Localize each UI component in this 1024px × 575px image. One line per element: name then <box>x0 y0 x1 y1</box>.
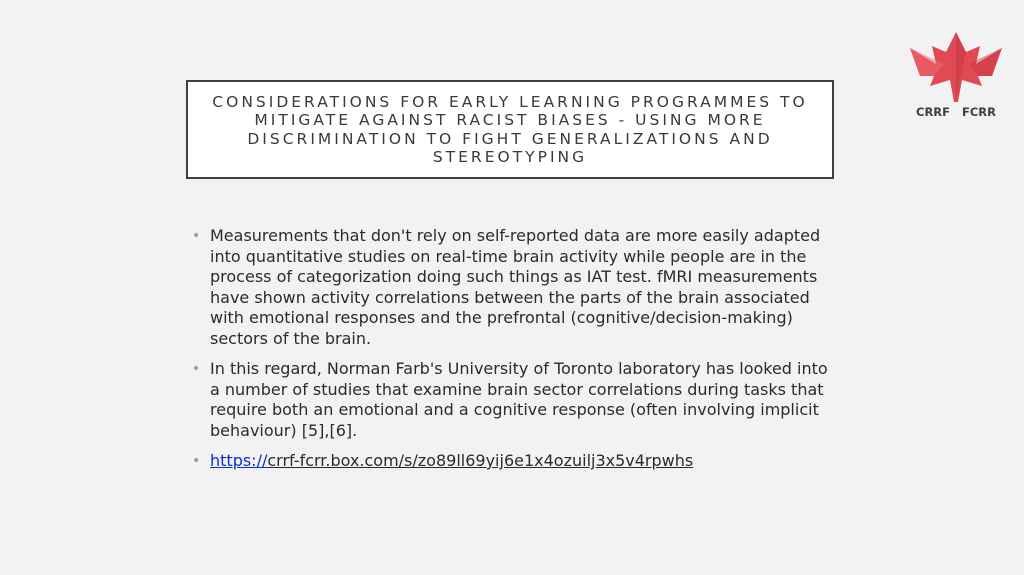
bullet-item <box>192 359 842 441</box>
crrf-fcrr-logo <box>906 30 1006 122</box>
bullet-text: In this regard, Norman Farb's University of Toronto laboratory has looked into a number of studies that examine brain sector correlations during tasks that require both an emotional and a cognitive response (often involving implicit behaviour) [5],[6]. <box>210 359 828 440</box>
link-path[interactable]: crrf-fcrr.box.com/s/zo89ll69yij6e1x4ozuilj3x5v4rpwhs <box>267 451 694 470</box>
link-scheme[interactable]: https:// <box>210 451 268 470</box>
logo-text-crrf: CRRF <box>916 105 951 119</box>
slide-title: CONSIDERATIONS FOR EARLY LEARNING PROGRAMMES TO MITIGATE AGAINST RACIST BIASES - USING MORE DISCRIMINATION TO FIGHT GENERALIZATIONS AND STEREOTYPING <box>212 92 808 166</box>
bullet-item <box>192 226 842 349</box>
bullet-item-link <box>192 451 842 472</box>
bullet-dot-icon: • <box>192 361 201 377</box>
bullet-dot-icon: • <box>192 453 201 469</box>
title-box <box>186 80 834 179</box>
bullet-list <box>192 226 842 482</box>
bullet-text: Measurements that don't rely on self-reported data are more easily adapted into quantitative studies on real-time brain activity while people are in the process of categorization doing such things as IAT test. fMRI measurements have shown activity correlations between the parts of the brain associated with emotional responses and the prefrontal (cognitive/decision-making) sectors of the brain. <box>210 226 821 348</box>
bullet-dot-icon: • <box>192 228 201 244</box>
maple-leaf-icon <box>906 30 1006 110</box>
logo-text-fcrr: FCRR <box>961 105 996 119</box>
